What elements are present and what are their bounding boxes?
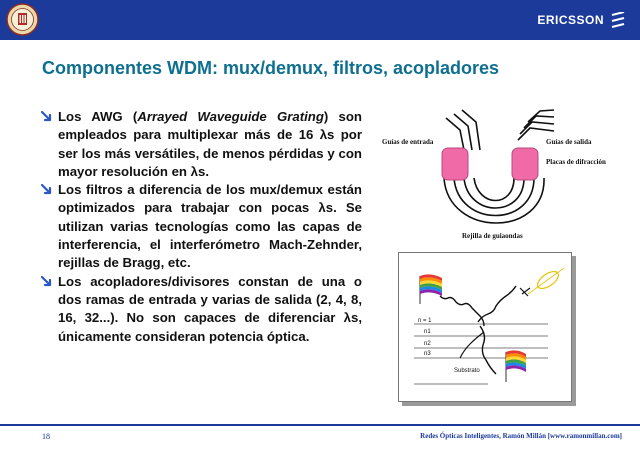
layer-label-air: n = 1 (418, 318, 432, 324)
awg-drawing (378, 108, 628, 248)
page-number: 18 (42, 432, 50, 441)
bullet-awg-text: Los AWG (Arrayed Waveguide Grating) son empleados para multiplexar más de 16 λs por ser los más versátiles, de menos pérdidas y con mayor resolución en λs. (58, 109, 362, 179)
bullet-arrow-icon (40, 275, 53, 288)
diffraction-plates-label: Placas de difracción (546, 158, 606, 166)
bullet-filters-text: Los filtros a diferencia de los mux/demux están optimizados para trabajar con pocas λs. Se utilizan varias tecnologías como las capas de interferencia, el interferómetro Mach-Zehnder, rejillas de Bragg, etc. (58, 182, 362, 271)
bullet-filters (40, 181, 362, 272)
filter-diagram (398, 252, 578, 406)
footer-credit: Redes Ópticas Inteligentes, Ramón Millán [www.ramonmillan.com] (420, 432, 622, 440)
substrate-label: Substrato (454, 368, 480, 374)
bullet-arrow-icon (40, 183, 53, 196)
input-guides-label: Guías de entrada (382, 138, 434, 146)
university-seal-icon (6, 3, 39, 36)
filter-drawing (398, 252, 570, 400)
layer-label-n3: n3 (424, 351, 431, 357)
bullet-arrow-icon (40, 110, 53, 123)
waveguide-grating-label: Rejilla de guiaondas (462, 232, 523, 240)
layer-label-n1: n1 (424, 329, 431, 335)
slide-title: Componentes WDM: mux/demux, filtros, acopladores (42, 58, 500, 78)
brand-logo (537, 12, 626, 28)
ericsson-mark-icon (610, 12, 626, 28)
brand-name: ERICSSON (537, 13, 604, 27)
footer-divider (0, 424, 640, 426)
bullet-awg (40, 108, 362, 181)
bullet-couplers (40, 273, 362, 346)
bullet-list (40, 108, 362, 346)
bullet-couplers-text: Los acopladores/divisores constan de una o dos ramas de entrada y varias de salida (2, 4, 8, 16, 32...). No son capaces de diferenciar λs, únicamente consideran potencia óptica. (58, 273, 362, 344)
output-guides-label: Guías de salida (546, 138, 592, 146)
layer-label-n2: n2 (424, 341, 431, 347)
header-bar (0, 0, 640, 40)
awg-diagram (378, 108, 628, 248)
